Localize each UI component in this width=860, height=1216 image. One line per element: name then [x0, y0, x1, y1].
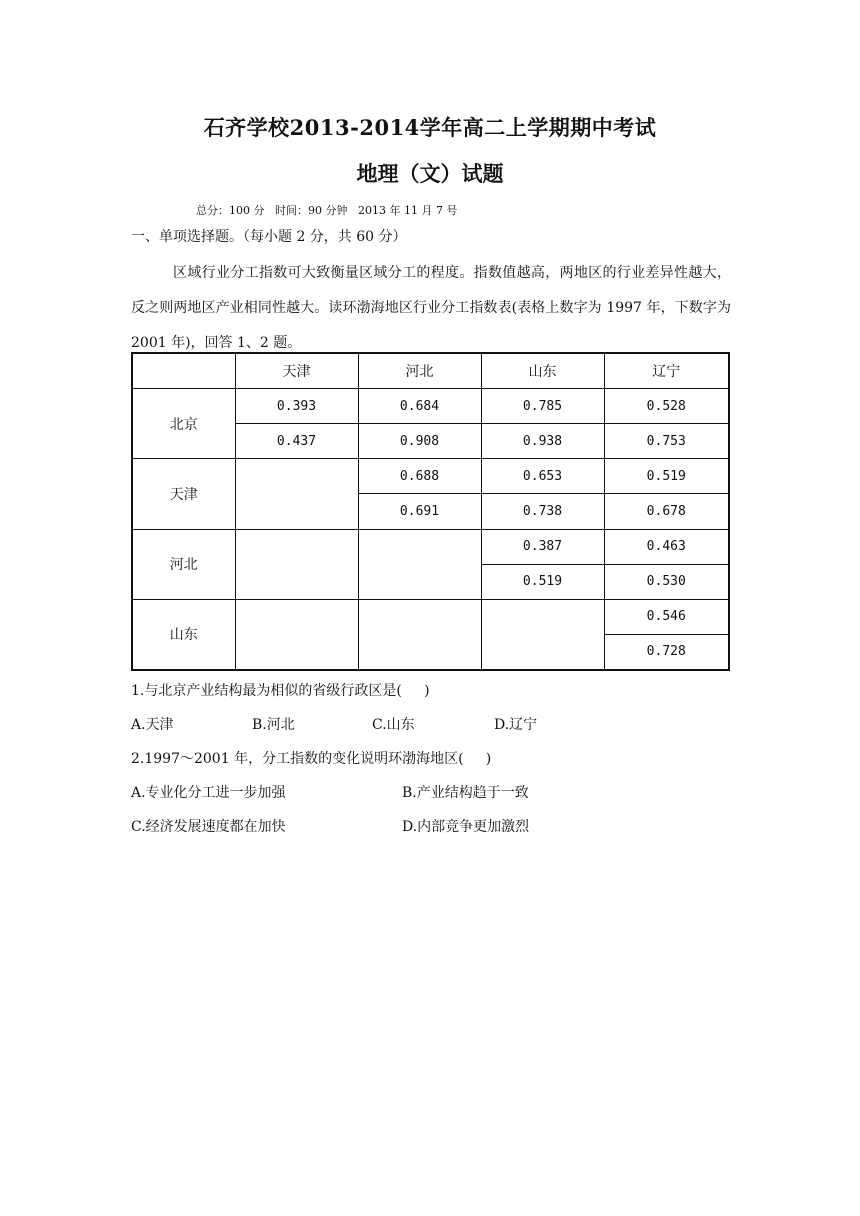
division-index-table	[131, 352, 730, 671]
question-2-option-b[interactable]: B.产业结构趋于一致	[402, 785, 529, 801]
empty-cell	[235, 529, 358, 599]
table-cell: 0.546	[604, 599, 729, 634]
table-cell: 0.938	[481, 424, 604, 459]
empty-cell	[235, 599, 358, 670]
question-intro: 区域行业分工指数可大致衡量区域分工的程度。指数值越高，两地区的行业差异性越大，反之则两地区产业相同性越大。读环渤海地区行业分工指数表(表格上数字为 1997 年，下数字为 2001 年)，回答 1、2 题。	[131, 265, 731, 351]
question-1-option-a[interactable]: A.天津	[131, 717, 174, 733]
row-header: 山东	[132, 599, 235, 670]
question-1-option-c[interactable]: C.山东	[372, 717, 415, 733]
table-cell: 0.908	[358, 424, 481, 459]
table-row	[132, 529, 729, 564]
exam-subtitle: 地理（文）试题	[356, 161, 504, 186]
row-header: 河北	[132, 529, 235, 599]
table-header-row	[132, 353, 729, 389]
table-cell: 0.528	[604, 389, 729, 424]
exam-title: 石齐学校2013-2014学年高二上学期期中考试	[203, 115, 657, 140]
table-cell: 0.691	[358, 494, 481, 529]
table-cell: 0.688	[358, 459, 481, 494]
question-1-option-b[interactable]: B.河北	[252, 717, 295, 733]
table-cell: 0.393	[235, 389, 358, 424]
column-header: 天津	[235, 353, 358, 389]
table-row	[132, 389, 729, 424]
table-row	[132, 599, 729, 634]
question-2-stem: 2.1997～2001 年，分工指数的变化说明环渤海地区( )	[131, 751, 492, 767]
table-cell: 0.437	[235, 424, 358, 459]
section-heading: 一、单项选择题。（每小题 2 分，共 60 分）	[131, 229, 407, 245]
table-row	[132, 459, 729, 494]
table-cell: 0.753	[604, 424, 729, 459]
table-cell: 0.728	[604, 634, 729, 670]
table-cell: 0.519	[604, 459, 729, 494]
table-cell: 0.684	[358, 389, 481, 424]
exam-meta: 总分：100 分 时间：90 分钟 2013 年 11 月 7 号	[196, 204, 458, 217]
row-header: 天津	[132, 459, 235, 529]
question-2-option-c[interactable]: C.经济发展速度都在加快	[131, 819, 286, 835]
empty-cell	[235, 459, 358, 529]
table-cell: 0.387	[481, 529, 604, 564]
table-cell: 0.530	[604, 564, 729, 599]
column-header: 山东	[481, 353, 604, 389]
table-cell: 0.519	[481, 564, 604, 599]
question-1-option-d[interactable]: D.辽宁	[494, 717, 538, 733]
row-header: 北京	[132, 389, 235, 459]
question-1-stem: 1.与北京产业结构最为相似的省级行政区是( )	[131, 683, 430, 699]
column-header: 河北	[358, 353, 481, 389]
table-corner-cell	[132, 353, 235, 389]
table-cell: 0.653	[481, 459, 604, 494]
empty-cell	[358, 599, 481, 670]
table-cell: 0.678	[604, 494, 729, 529]
table-cell: 0.463	[604, 529, 729, 564]
table-cell: 0.785	[481, 389, 604, 424]
question-2-option-a[interactable]: A.专业化分工进一步加强	[131, 785, 286, 801]
empty-cell	[481, 599, 604, 670]
column-header: 辽宁	[604, 353, 729, 389]
empty-cell	[358, 529, 481, 599]
table-cell: 0.738	[481, 494, 604, 529]
question-2-option-d[interactable]: D.内部竞争更加激烈	[402, 819, 530, 835]
